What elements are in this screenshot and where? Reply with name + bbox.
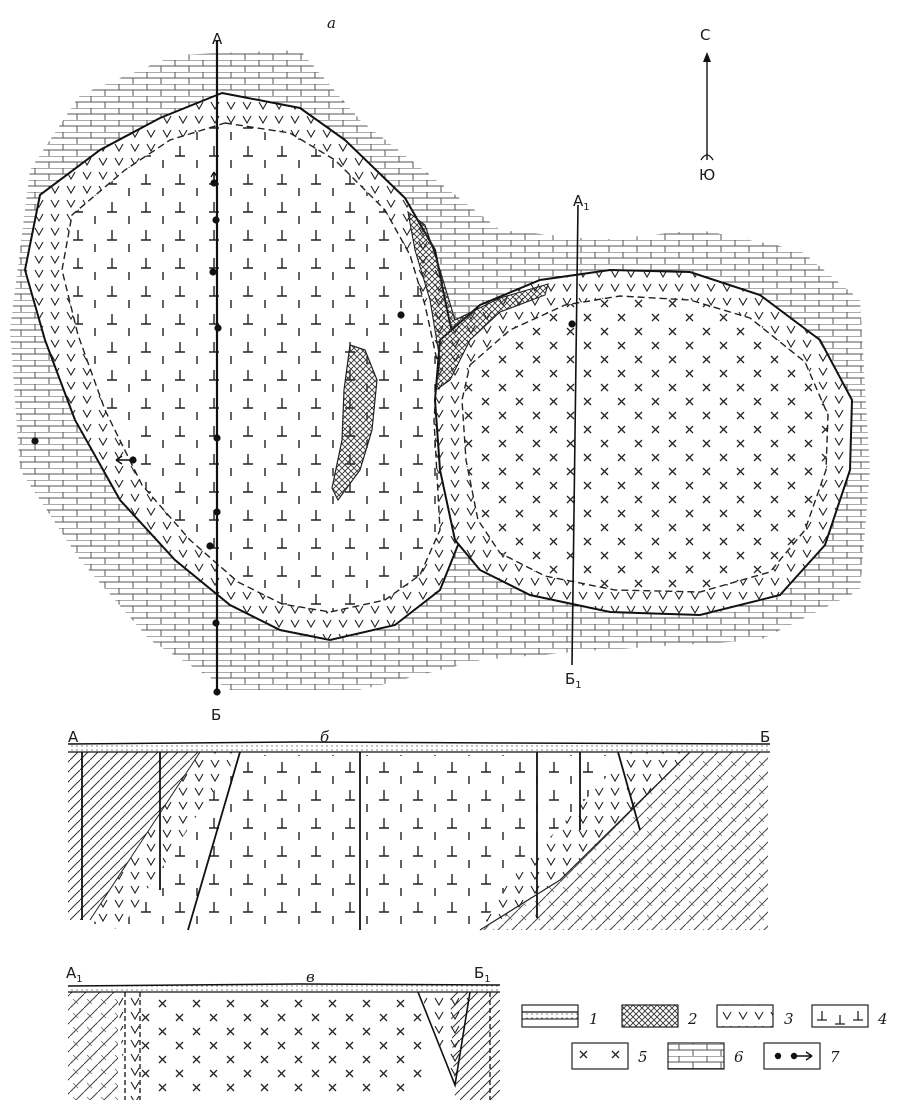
legend bbox=[522, 1005, 888, 1069]
section-v-body bbox=[130, 994, 430, 1094]
legend-num-1: 1 bbox=[589, 1010, 599, 1028]
legend-item-5 bbox=[572, 1043, 648, 1069]
section-v-end-label: $Б_1$ bbox=[474, 964, 491, 985]
section-b-label: Б bbox=[211, 706, 222, 724]
legend-num-7: 7 bbox=[830, 1048, 840, 1066]
legend-num-5: 5 bbox=[638, 1048, 648, 1066]
legend-num-4: 4 bbox=[878, 1010, 888, 1028]
section-b1-label: $Б_1$ bbox=[565, 670, 582, 691]
panel-label-a: а bbox=[327, 14, 336, 32]
north-arrow bbox=[701, 52, 713, 160]
panel-label-v: в bbox=[306, 968, 315, 986]
section-b-end-label: Б bbox=[760, 728, 771, 746]
legend-num-6: 6 bbox=[734, 1048, 744, 1066]
panel-label-b: б bbox=[320, 728, 330, 746]
legend-item-3 bbox=[717, 1005, 794, 1028]
section-v-host-right bbox=[450, 992, 500, 1100]
section-panel-b bbox=[68, 728, 770, 930]
section-b-start-label: А bbox=[68, 728, 79, 746]
legend-item-6 bbox=[668, 1043, 744, 1069]
section-a-label: А bbox=[212, 30, 223, 48]
section-v-host-left bbox=[68, 992, 118, 1100]
legend-item-1 bbox=[522, 1005, 599, 1028]
section-a1-label: $А_1$ bbox=[573, 192, 590, 213]
section-panel-v bbox=[66, 964, 500, 1100]
legend-item-7 bbox=[764, 1043, 840, 1069]
section-b-cover bbox=[68, 745, 770, 752]
legend-item-4 bbox=[812, 1005, 888, 1028]
legend-num-2: 2 bbox=[688, 1010, 698, 1028]
legend-num-3: 3 bbox=[784, 1010, 794, 1028]
south-label: Ю bbox=[699, 166, 716, 184]
north-label: С bbox=[700, 26, 711, 44]
section-v-start-label: $А_1$ bbox=[66, 964, 83, 985]
map-panel-a bbox=[10, 14, 870, 724]
legend-item-2 bbox=[622, 1005, 698, 1028]
